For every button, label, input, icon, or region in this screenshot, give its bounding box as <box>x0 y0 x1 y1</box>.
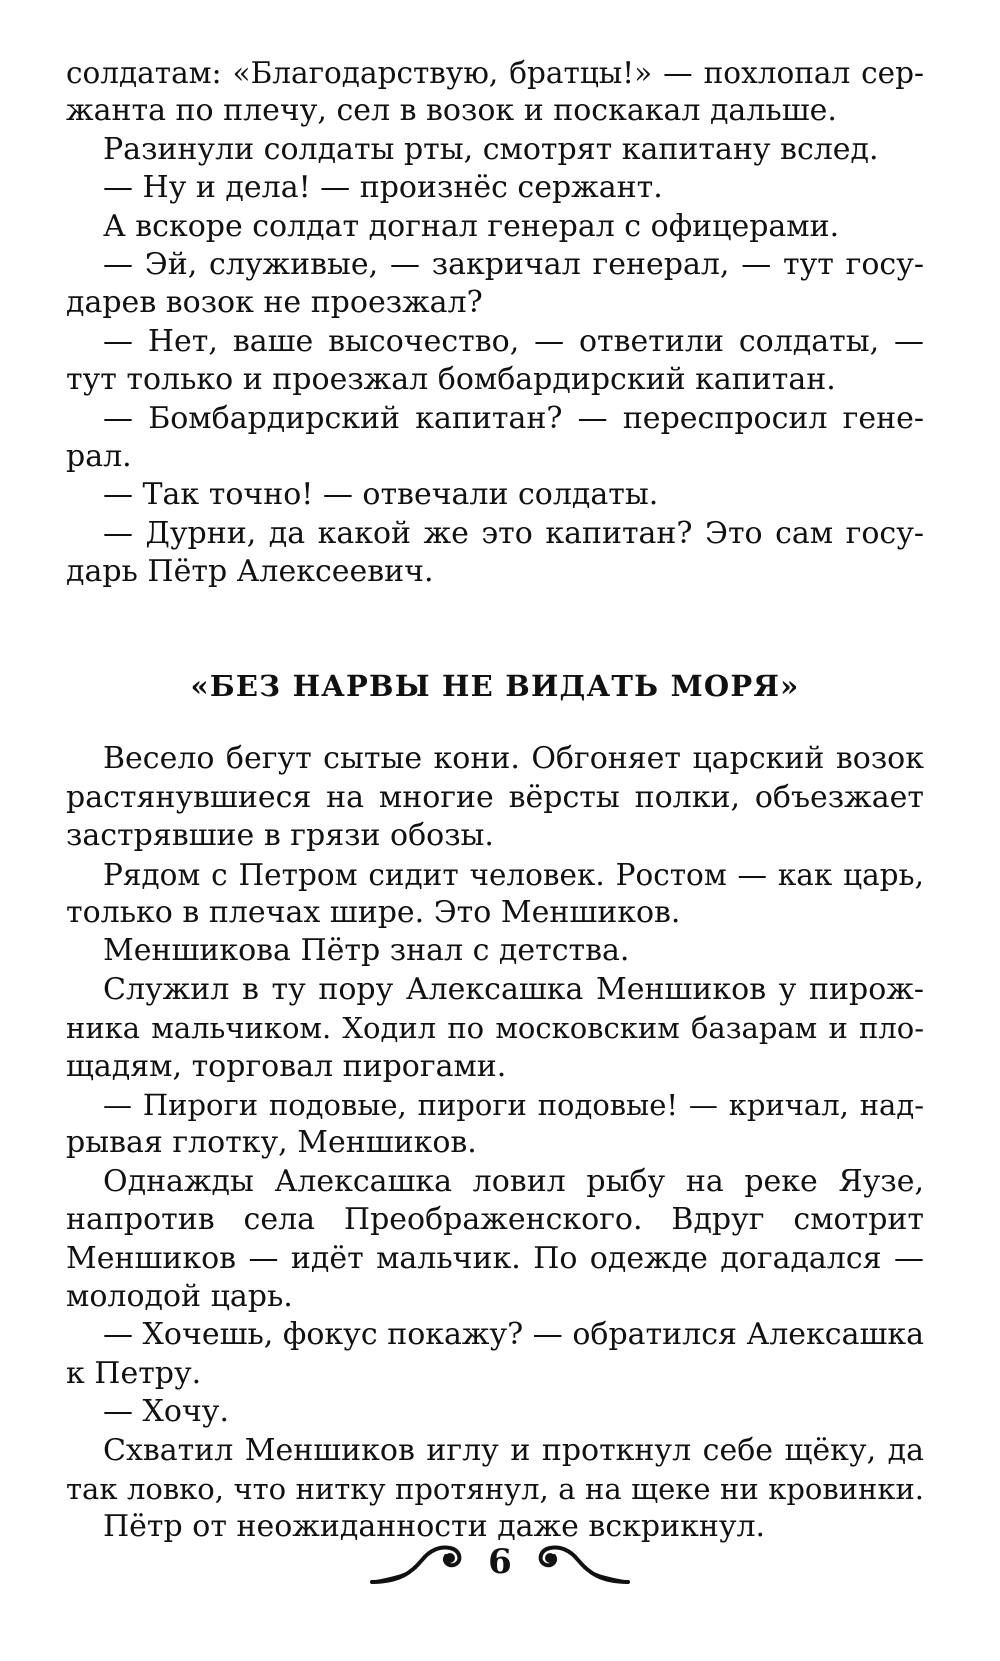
text-line: тут только и проезжал бомбардирский капитан. <box>66 362 836 398</box>
text-line: жанта по плечу, сел в возок и поскакал дальше. <box>66 93 837 129</box>
text-line: Весело бегут сытые кони. Обгоняет царский возок <box>103 741 924 777</box>
text-line: напротив села Преображенского. Вдруг смотрит <box>66 1202 924 1238</box>
text-line: — Дурни, да какой же это капитан? Это сам госу- <box>103 515 924 551</box>
text-line: Меншиков — идёт мальчик. По одежде догадался — <box>66 1240 924 1276</box>
text-line: Меншикова Пётр знал с детства. <box>103 933 630 969</box>
text-line: Схватил Меншиков иглу и проткнул себе щёку, да <box>103 1432 924 1468</box>
text-line: ника мальчиком. Ходил по московским базарам и пло- <box>66 1011 924 1046</box>
text-line: Разинули солдаты рты, смотрят капитану вслед. <box>103 131 879 167</box>
text-line: застрявшие в грязи обозы. <box>66 818 494 854</box>
text-block-bottom <box>66 740 924 1546</box>
text-line: — Эй, служивые, — закричал генерал, — тут госу- <box>103 246 924 282</box>
text-line: рывая глотку, Меншиков. <box>66 1125 477 1161</box>
page-footer <box>0 1538 1000 1598</box>
text-line: только в плечах шире. Это Меншиков. <box>66 895 681 931</box>
text-line: — Бомбардирский капитан? — переспросил гене- <box>103 400 924 436</box>
text-line: Пётр от неожиданности даже вскрикнул. <box>103 1509 766 1545</box>
section-gap <box>66 591 924 666</box>
text-line: — Нет, ваше высочество, — ответили солдаты, — <box>103 323 924 359</box>
text-line: — Хочу. <box>103 1394 229 1430</box>
text-line: щадям, торговал пирогами. <box>66 1048 507 1084</box>
text-line: дарь Пётр Алексеевич. <box>66 554 434 590</box>
text-line: — Пироги подовые, пироги подовые! — кричал, над- <box>103 1087 924 1122</box>
text-line: — Хочешь, фокус покажу? — обратился Алексашка <box>103 1317 924 1353</box>
text-line: к Петру. <box>66 1355 202 1391</box>
page-number: 6 <box>488 1542 512 1582</box>
right-swirl-ornament-icon <box>530 1538 630 1588</box>
book-page <box>66 54 924 1547</box>
text-block-top <box>66 54 924 591</box>
text-line: молодой царь. <box>66 1278 293 1314</box>
text-line: солдатам: «Благодарствую, братцы!» — похлопал сер- <box>66 56 924 90</box>
text-line: — Ну и дела! — произнёс сержант. <box>103 170 663 206</box>
text-line: растянувшиеся на многие вёрсты полки, объезжает <box>66 779 924 815</box>
text-line: Однажды Алексашка ловил рыбу на реке Яузе, <box>103 1163 924 1199</box>
text-line: рал. <box>66 438 132 474</box>
text-line: — Так точно! — отвечали солдаты. <box>103 477 659 513</box>
text-line: Служил в ту пору Алексашка Меншиков у пирож- <box>103 971 924 1007</box>
text-line: дарев возок не проезжал? <box>66 285 483 321</box>
left-swirl-ornament-icon <box>370 1538 470 1588</box>
chapter-heading: «БЕЗ НАРВЫ НЕ ВИДАТЬ МОРЯ» <box>190 669 800 704</box>
text-line: А вскоре солдат догнал генерал с офицерами. <box>103 208 840 244</box>
text-line: Рядом с Петром сидит человек. Ростом — как царь, <box>103 857 924 892</box>
text-line: так ловко, что нитку протянул, а на щеке ни кровинки. <box>66 1471 924 1506</box>
